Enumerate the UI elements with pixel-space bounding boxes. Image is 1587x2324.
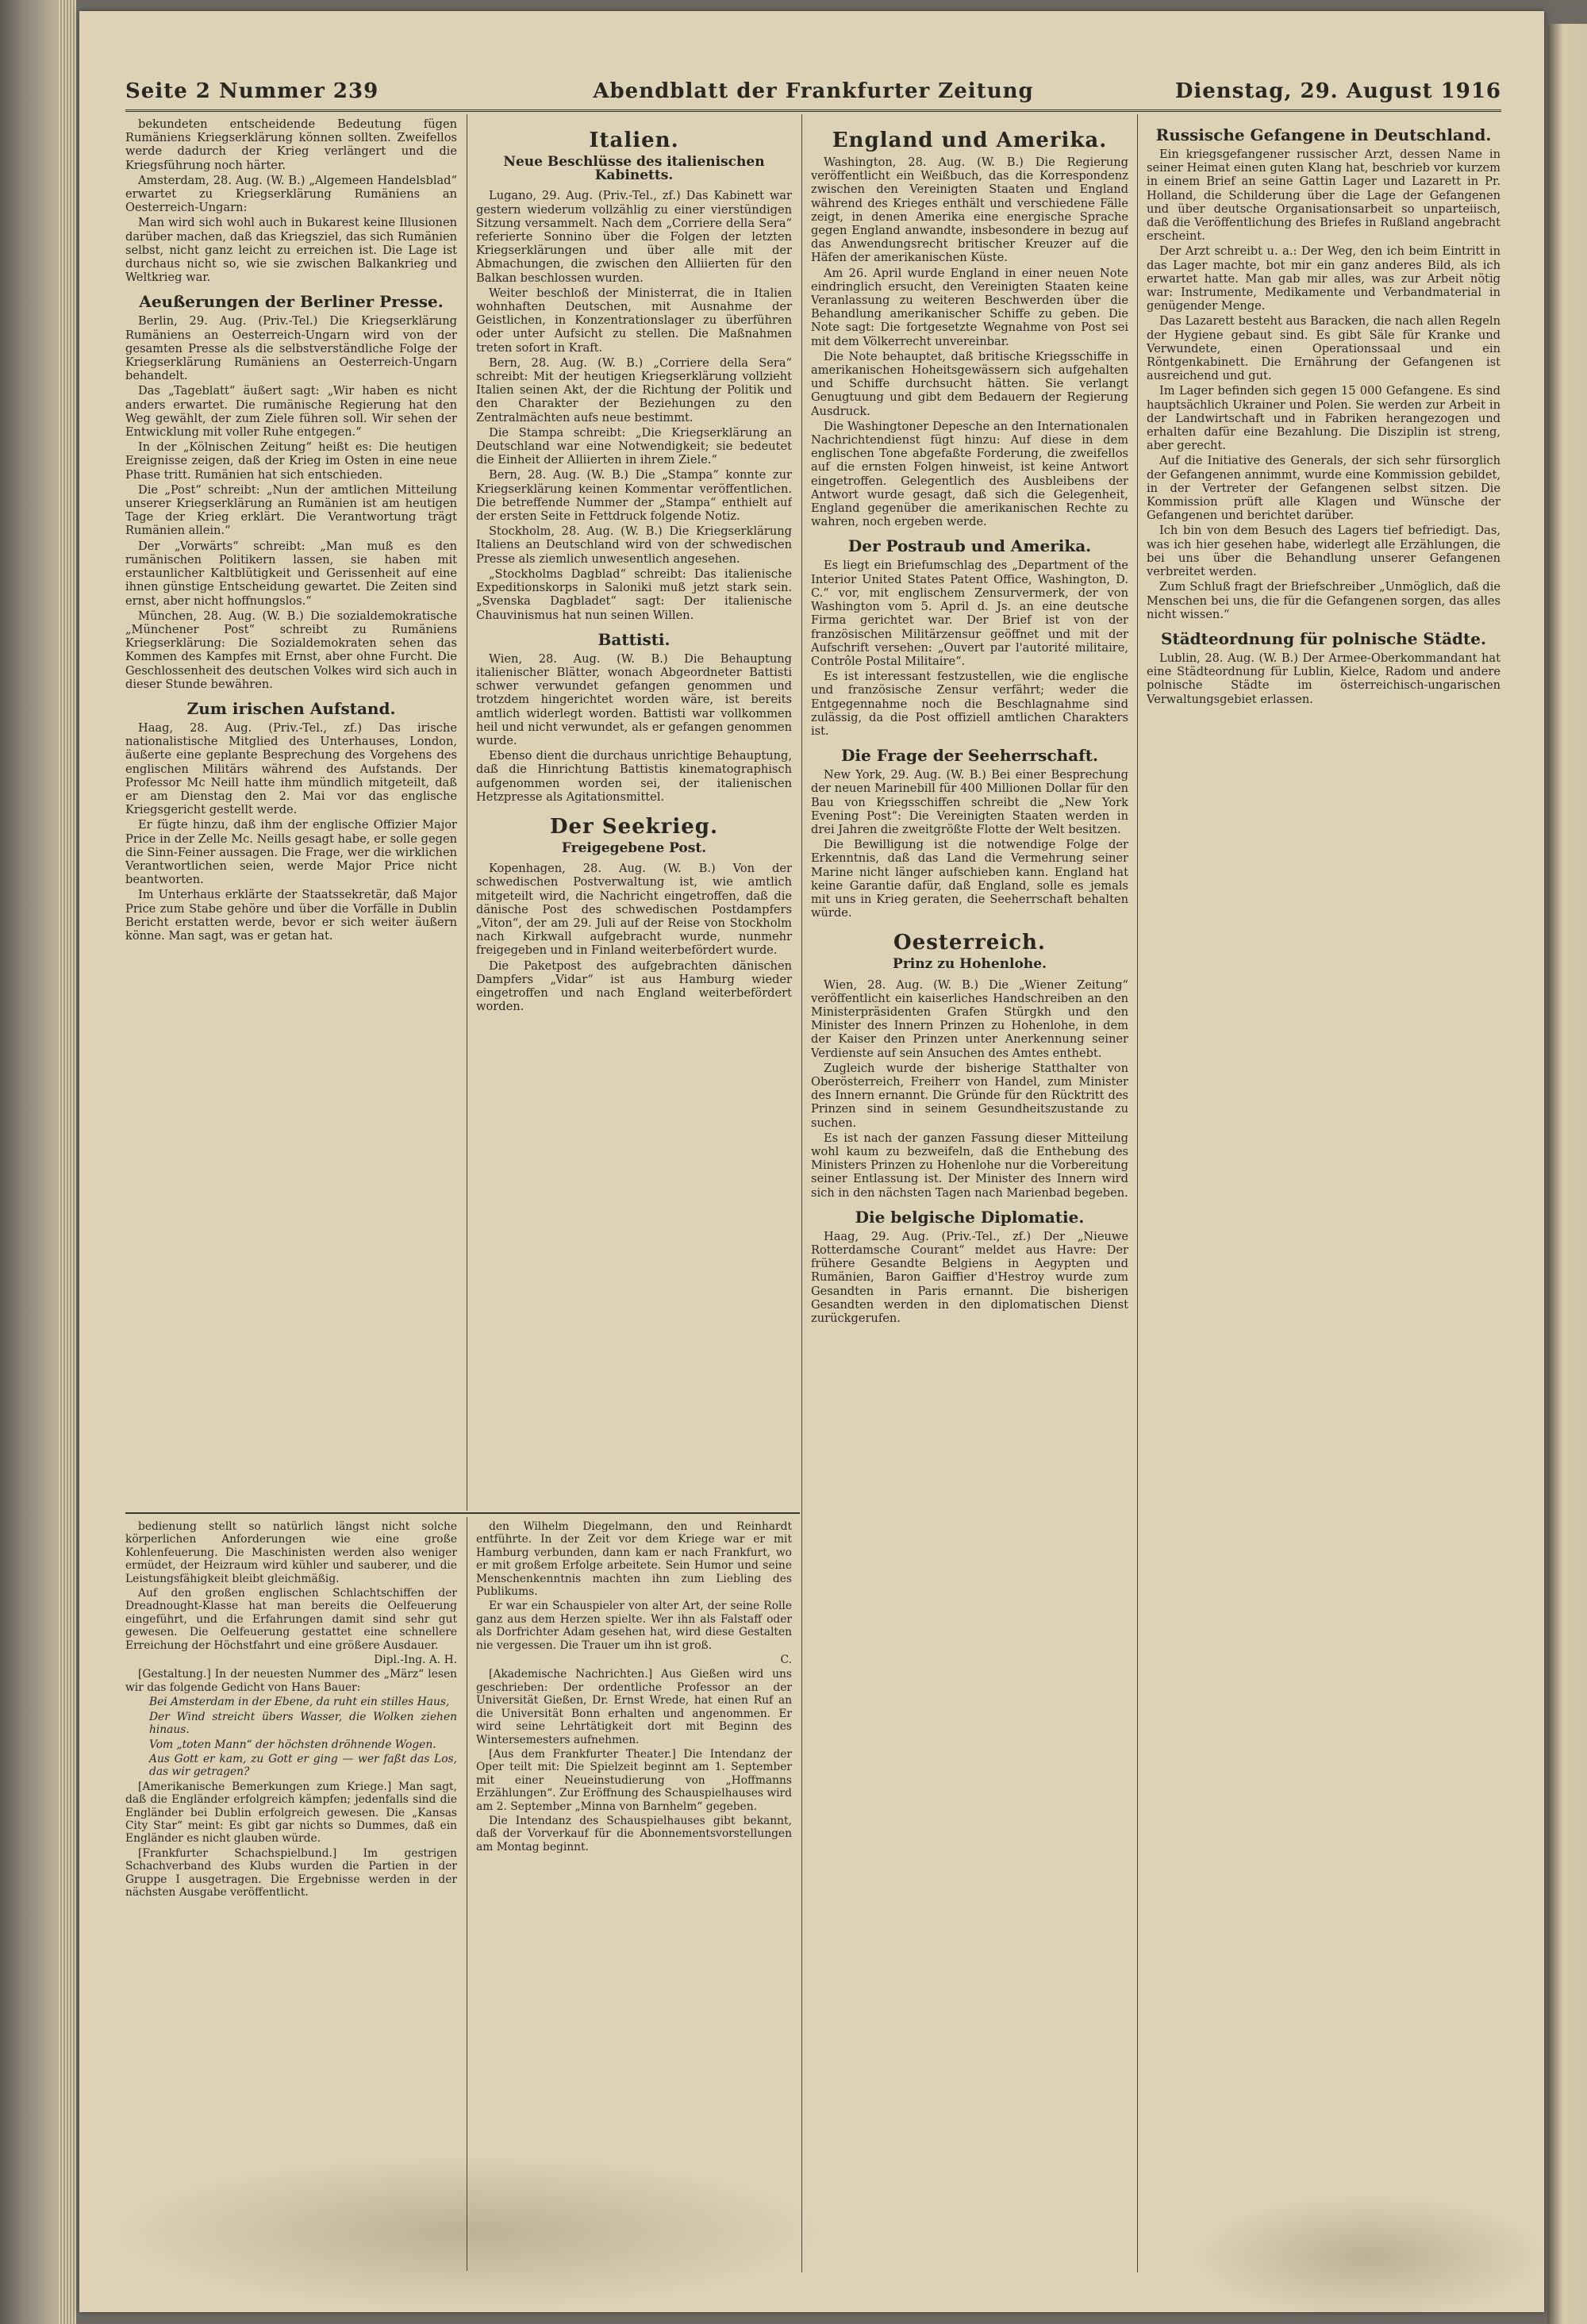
paragraph: Ein kriegsgefangener russischer Arzt, dessen Name in seiner Heimat einen guten Klang hat, beschrieb vor kurzem in einem Brief an seine Gattin Lager und Lazarett in Pr. Holland, die Schilderung über die Lage der Gefangenen und über deutsche Organisationsarbeit so unparteiisch, daß die Veröffentlichung des Briefes in Rußland angebracht erscheint. [1147, 148, 1501, 244]
paragraph: Die Bewilligung ist die notwendige Folge der Erkenntnis, daß das Land die Vermehrung seiner Marine nicht länger aufschieben kann. England hat keine Garantie dafür, daß England, solle es jemals mit uns in Krieg geraten, die Seeherrschaft behalten würde. [811, 838, 1128, 920]
column-3 [811, 117, 1128, 2272]
feuilleton-column-2 [476, 1520, 792, 2271]
paragraph: [Gestaltung.] In der neuesten Nummer des „März“ lesen wir das folgende Gedicht von Hans Bauer: [125, 1668, 457, 1694]
headline-postraub: Der Postraub und Amerika. [847, 536, 1092, 556]
headline-irischer-aufstand: Zum irischen Aufstand. [186, 698, 396, 718]
paragraph: Zugleich wurde der bisherige Statthalter von Oberösterreich, Freiherr von Handel, zum Minister des Innern ernannt. Die Gründe für den Rücktritt des Prinzen sind in seinem Gesundheitszustande zu suchen. [811, 1061, 1128, 1130]
paragraph: Das Lazarett besteht aus Baracken, die nach allen Regeln der Hygiene gebaut sind. Es gibt Säle für Kranke und Verwundete, einen Operationssaal und ein Röntgenkabinett. Die Ernährung der Gefangenen ist ausreichend und gut. [1147, 314, 1501, 383]
article-intro: bekundeten entscheidende Bedeutung fügen Rumäniens Kriegserklärung können sollten. Zweifellos werde dadurch der Krieg verlängert und die Kriegsführung noch härter. [125, 117, 457, 172]
paragraph: Der „Vorwärts“ schreibt: „Man muß es den rumänischen Politikern lassen, sie haben mit erstaunlicher Kaltblütigkeit und Gerissenheit auf eine ihnen günstige Entscheidung gewartet. Die Zeiten sind ernst, aber nicht hoffnungslos.“ [125, 539, 457, 608]
paragraph: Die Intendanz des Schauspielhauses gibt bekannt, daß der Vorverkauf für die Abonnementsvorstellungen am Montag beginnt. [476, 1814, 792, 1853]
paragraph: [Frankfurter Schachspielbund.] Im gestrigen Schachverband des Klubs wurden die Partien in der Gruppe I ausgetragen. Die Ergebnisse werden in der nächsten Ausgabe veröffentlicht. [125, 1846, 457, 1899]
paragraph: Man wird sich wohl auch in Bukarest keine Illusionen darüber machen, daß das Kriegsziel, das sich Rumänien selbst, nicht ganz leicht zu erreichen ist. Die Lage ist durchaus nicht so, wie sie zwischen Balkankrieg und Weltkrieg war. [125, 216, 457, 285]
paragraph: [Amerikanische Bemerkungen zum Kriege.] Man sagt, daß die Engländer erfolgreich kämpfen; jedenfalls sind die Engländer bei Dublin erfolgreich gewesen. Die „Kansas City Star“ meint: Es gibt gar nichts so Dummes, daß ein Engländer es nicht glauben würde. [125, 1780, 457, 1846]
paragraph: Lublin, 28. Aug. (W. B.) Der Armee-Oberkommandant hat eine Städteordnung für Lublin, Kielce, Radom und andere polnische Städte im österreichisch-ungarischen Verwaltungsgebiet erlassen. [1147, 651, 1501, 706]
headline-staedteordnung: Städteordnung für polnische Städte. [1161, 628, 1486, 648]
paragraph: Die Note behauptet, daß britische Kriegsschiffe in amerikanischen Hoheitsgewässern sich aufgehalten und Schiffe durchsucht hätten. Sie verlangt Genugtuung und gibt dem Bedauern der Regierung Ausdruck. [811, 349, 1128, 418]
paragraph: Berlin, 29. Aug. (Priv.-Tel.) Die Kriegserklärung Rumäniens an Oesterreich-Ungarn wird von der gesamten Presse als die selbstverständliche Folge der Kriegserklärung Rumäniens an Oesterreich-Ungarn behandelt. [125, 314, 457, 383]
paragraph: Die Washingtoner Depesche an den Internationalen Nachrichtendienst fügt hinzu: Auf diese in dem englischen Tone abgefaßte Forderung, die zweifellos auf die ernsten Folgen hinweist, ist keine Antwort eingetroffen. Gelegentlich des Ausbleibens der Antwort wurde gesagt, daß sich die Gelegenheit, England gegenüber die amerikanischen Rechte zu wahren, noch ergeben werde. [811, 419, 1128, 529]
headline-england-amerika: England und Amerika. [832, 129, 1108, 152]
paragraph: Haag, 28. Aug. (Priv.-Tel., zf.) Das irische nationalistische Mitglied des Unterhauses, London, äußerte eine geplante Besprechung des Vorgehens des englischen Militärs während des Aufstands. Der Professor Mc Neill hatte ihm mündlich mitgeteilt, daß er am Dienstag den 2. Mai vor das englische Kriegsgericht gestellt werde. [125, 720, 457, 817]
paragraph: Wien, 28. Aug. (W. B.) Die Behauptung italienischer Blätter, wonach Abgeordneter Battisti schwer verwundet gefangen genommen und trotzdem hingerichtet worden wäre, ist bereits amtlich widerlegt worden. Battisti war vollkommen heil und nicht verwundet, als er gefangen genommen wurde. [476, 651, 792, 747]
headline-berliner-presse: Aeußerungen der Berliner Presse. [139, 292, 444, 312]
paragraph: Wien, 28. Aug. (W. B.) Die „Wiener Zeitung“ veröffentlicht ein kaiserliches Handschreiben an den Ministerpräsidenten Grafen Stürgkh und den Minister des Innern Prinzen zu Hohenlohe, in dem der Kaiser den Prinzen unter Anerkennung seiner Verdienste auf sein Ansuchen des Amtes enthebt. [811, 978, 1128, 1060]
page-header [125, 75, 1501, 112]
headline-seeherrschaft: Die Frage der Seeherrschaft. [841, 746, 1098, 766]
paragraph: Das „Tageblatt“ äußert sagt: „Wir haben es nicht anders erwartet. Die rumänische Regierung hat den Weg gewählt, der zum Ziele führen soll. Wir sehen der Entwicklung mit voller Ruhe entgegen.“ [125, 384, 457, 440]
column-rule-2 [801, 114, 802, 2272]
newspaper-page [79, 11, 1544, 2312]
headline-battisti: Battisti. [598, 629, 671, 649]
paragraph: Auf den großen englischen Schlachtschiffen der Dreadnought-Klasse hat man bereits die Oelfeuerung eingeführt, und die Erfahrungen damit sind sehr gut gewesen. Die Oelfeuerung gestattet eine schnellere Erreichung der Höchstfahrt und eine größere Ausdauer. [125, 1587, 457, 1652]
next-page-edge [1547, 24, 1587, 2324]
paragraph: In der „Kölnischen Zeitung“ heißt es: Die heutigen Ereignisse zeigen, daß der Krieg im Osten in eine neue Phase tritt. Rumänien hat sich entschieden. [125, 440, 457, 482]
paragraph: München, 28. Aug. (W. B.) Die sozialdemokratische „Münchener Post“ schreibt zu Rumäniens Kriegserklärung: Die Sozialdemokraten sehen das Kommen des Kampfes mit Ernst, aber ohne Furcht. Die Geschlossenheit des deutschen Volkes wird sich auch in dieser Stunde bewähren. [125, 609, 457, 691]
feuilleton-column-1 [125, 1520, 457, 2271]
paragraph: Haag, 29. Aug. (Priv.-Tel., zf.) Der „Nieuwe Rotterdamsche Courant“ meldet aus Havre: Der frühere Gesandte Belgiens in Aegypten und Rumänien, Baron Gaiffier d'Hestroy wurde zum Gesandten in Paris ernannt. Die bisherigen Gesandten werden in den diplomatischen Dienst zurückgerufen. [811, 1229, 1128, 1326]
paragraph: Im Lager befinden sich gegen 15 000 Gefangene. Es sind hauptsächlich Ukrainer und Polen. Sie werden zur Arbeit in der Landwirtschaft und in Fabriken herangezogen und erhalten dafür eine Bezahlung. Die Disziplin ist streng, aber gerecht. [1147, 384, 1501, 453]
paragraph: Die Stampa schreibt: „Die Kriegserklärung an Deutschland war eine Notwendigkeit; sie bedeutet die Einheit der Alliierten in ihrem Ziele.“ [476, 425, 792, 467]
paragraph: Washington, 28. Aug. (W. B.) Die Regierung veröffentlicht ein Weißbuch, das die Korrespondenz zwischen den Vereinigten Staaten und England während des Krieges enthält und verschiedene Fälle zeigt, in denen Amerika eine energische Sprache gegen England anwandte, insbesondere in bezug auf das Anwendungsrecht britischer Kreuzer auf die Häfen der amerikanischen Küste. [811, 156, 1128, 265]
headline-seekrieg: Der Seekrieg. [549, 814, 719, 839]
paragraph: [Aus dem Frankfurter Theater.] Die Intendanz der Oper teilt mit: Die Spielzeit beginnt am 1. September mit einer Neueinstudierung von „Hoffmanns Erzählungen“. Zur Eröffnung des Schauspielhauses wird am 2. September „Minna von Barnhelm“ gegeben. [476, 1747, 792, 1813]
paragraph: Er fügte hinzu, daß ihm der englische Offizier Major Price in der Zelle Mc. Neills gesagt habe, er solle gegen die Sinn-Feiner aussagen. Die Frage, wer die wirklichen Verantwortlichen seien, werde Major Price nicht beantworten. [125, 818, 457, 887]
author-signature: Dipl.-Ing. A. H. [374, 1654, 457, 1667]
column-4 [1147, 117, 1501, 2272]
headline-italien: Italien. [589, 129, 679, 152]
masthead: Abendblatt der Frankfurter Zeitung [593, 79, 1034, 103]
paragraph: Bern, 28. Aug. (W. B.) Die „Stampa“ konnte zur Kriegserklärung keinen Kommentar veröffentlichen. Die betreffende Nummer der „Stampa“ enthielt auf der ersten Seite in Fettdruck folgende Notiz. [476, 468, 792, 524]
paragraph: Ebenso dient die durchaus unrichtige Behauptung, daß die Hinrichtung Battistis kinematographisch aufgenommen worden sei, der italienischen Hetzpresse als Agitationsmittel. [476, 749, 792, 804]
paragraph: Auf die Initiative des Generals, der sich sehr fürsorglich der Gefangenen annimmt, wurde eine Kommission gebildet, in der Vertreter der Gefangenen selbst sitzen. Die Kommission prüft alle Klagen und Wünsche der Gefangenen und berichtet darüber. [1147, 454, 1501, 523]
paragraph: „Stockholms Dagblad“ schreibt: Das italienische Expeditionskorps in Saloniki muß jetzt stark sein. „Svenska Dagbladet“ sagt: Der italienische Chauvinismus hat nun seinen Willen. [476, 567, 792, 622]
paragraph: Die Paketpost des aufgebrachten dänischen Dampfers „Vidar“ ist aus Hamburg wieder eingetroffen und nach England weiterbefördert worden. [476, 958, 792, 1014]
paragraph: Kopenhagen, 28. Aug. (W. B.) Von der schwedischen Postverwaltung ist, wie amtlich mitgeteilt wird, die Nachricht eingetroffen, daß die dänische Post des schwedischen Postdampfers „Viton“, der am 29. Juli auf der Reise von Stockholm nach Kirkwall aufgebracht wurde, nunmehr freigegeben und in Finland weiterbefördert wurde. [476, 862, 792, 958]
paragraph: Es ist nach der ganzen Fassung dieser Mitteilung wohl kaum zu bezweifeln, daß die Enthebung des Ministers Prinzen zu Hohenlohe nur die Vorbereitung seiner Entlassung ist. Der Minister des Innern wird sich in den nächsten Tagen nach Marienbad begeben. [811, 1131, 1128, 1200]
poem-line: Vom „toten Mann“ der höchsten dröhnende Wogen. [149, 1738, 436, 1751]
paragraph: Er war ein Schauspieler von alter Art, der seine Rolle ganz aus dem Herzen spielte. Wer ihn als Falstaff oder als Dorfrichter Adam gesehen hat, wird diese Gestalten nie vergessen. Die Trauer um ihn ist groß. [476, 1600, 792, 1652]
paragraph: Im Unterhaus erklärte der Staatssekretär, daß Major Price zum Stabe gehöre und über die Vorfälle in Dublin Bericht erstatten werde, bevor er sich weiter äußern könne. Man sagt, was er getan hat. [125, 888, 457, 943]
paragraph: Am 26. April wurde England in einer neuen Note eindringlich ersucht, den Vereinigten Staaten keine Veranlassung zu weiteren Beschwerden über die Behandlung amerikanischer Schiffe zu geben. Die Note sagt: Die fortgesetzte Wegnahme von Post sei mit dem Völkerrecht unvereinbar. [811, 266, 1128, 348]
page-number: Seite 2 Nummer 239 [125, 79, 379, 103]
paragraph: Zum Schluß fragt der Briefschreiber „Unmöglich, daß die Menschen bei uns, die für die Gefangenen sorgen, das alles nicht wissen.“ [1147, 580, 1501, 621]
paragraph: Lugano, 29. Aug. (Priv.-Tel., zf.) Das Kabinett war gestern wiederum vollzählig zu einer vierstündigen Sitzung versammelt. Nach dem „Corriere della Sera“ referierte Sonnino über die Folgen der letzten Kriegserklärungen und über alle mit der Abmachungen, die zwischen den Alliierten für den Balkan beschlossen wurden. [476, 189, 792, 285]
subheadline-hohenlohe: Prinz zu Hohenlohe. [893, 956, 1047, 973]
subheadline-post: Freigegebene Post. [561, 839, 707, 856]
poem-line: Der Wind streicht übers Wasser, die Wolken ziehen hinaus. [149, 1710, 457, 1737]
paragraph: Weiter beschloß der Ministerrat, die in Italien wohnhaften Deutschen, mit Ausnahme der Geistlichen, in Konzentrationslager zu überführen oder unter Aufsicht zu stellen. Die Maßnahmen treten sofort in Kraft. [476, 286, 792, 355]
issue-date: Dienstag, 29. August 1916 [1174, 79, 1501, 103]
column-1 [125, 117, 457, 1508]
paragraph: Es liegt ein Briefumschlag des „Department of the Interior United States Patent Office, Washington, D. C.“ vor, mit englischem Zensurvermerk, der von Washington vom 5. April d. Js. an eine deutsche Firma gerichtet war. Der Brief ist von der französischen Militärzensur geöffnet und mit der Aufschrift versehen: „Ouvert par l'autorité militaire, Contrôle Postal Militaire“. [811, 559, 1128, 668]
headline-oesterreich: Oesterreich. [893, 931, 1046, 955]
paragraph: Es ist interessant festzustellen, wie die englische und französische Zensur verfährt; weder die Entgegennahme noch die Beschlagnahme sind zulässig, da die Post offiziell amtlichen Charakters ist. [811, 670, 1128, 738]
book-spine [0, 0, 76, 2324]
feuilleton-rule [125, 1512, 800, 1514]
headline-russische-gefangene: Russische Gefangene in Deutschland. [1155, 125, 1492, 144]
paragraph: den Wilhelm Diegelmann, den und Reinhardt entführte. In der Zeit vor dem Kriege war er mit Hamburg verbunden, dann kam er nach Frankfurt, wo er mit großem Erfolge arbeitete. Sein Humor und seine Menschenkenntnis machten ihn zum Liebling des Publikums. [476, 1520, 792, 1599]
subheadline-kabinett: Neue Beschlüsse des italienischen Kabinetts. [503, 154, 765, 184]
column-rule-3 [1137, 114, 1138, 2272]
headline-belgische-diplomatie: Die belgische Diplomatie. [855, 1207, 1085, 1227]
paragraph: New York, 29. Aug. (W. B.) Bei einer Besprechung der neuen Marinebill für 400 Millionen Dollar für den Bau von Kriegsschiffen schreibt die „New York Evening Post“: Die Vereinigten Staaten werden in drei Jahren die zweitgrößte Flotte der Welt besitzen. [811, 768, 1128, 836]
paragraph: Der Arzt schreibt u. a.: Der Weg, den ich beim Eintritt in das Lager machte, bot mir ein ganz anderes Bild, als ich erwartet hatte. Man gab mir alles, was zur Arbeit nötig war: Instrumente, Medikamente und Verbandmaterial in genügender Menge. [1147, 244, 1501, 313]
poem-line: Aus Gott er kam, zu Gott er ging — wer faßt das Los, das wir getragen? [149, 1752, 457, 1779]
paragraph: bedienung stellt so natürlich längst nicht solche körperlichen Anforderungen wie eine große Kohlenfeuerung. Die Maschinisten werden also weniger ermüdet, der Heizraum wird kühler und sauberer, und die Leistungsfähigkeit bleibt gleichmäßig. [125, 1520, 457, 1585]
paragraph: Die „Post“ schreibt: „Nun der amtlichen Mitteilung unserer Kriegserklärung an Rumänien ist am heutigen Tage der Krieg erklärt. Die Verantwortung trägt Rumänien allein.“ [125, 482, 457, 538]
column-2 [476, 117, 792, 1508]
paragraph: Ich bin von dem Besuch des Lagers tief befriedigt. Das, was ich hier gesehen habe, widerlegt alle Erzählungen, die bei uns über die Behandlung unserer Gefangenen verbreitet werden. [1147, 524, 1501, 579]
author-signature: C. [780, 1654, 792, 1667]
paragraph: Amsterdam, 28. Aug. (W. B.) „Algemeen Handelsblad“ erwartet zu Kriegserklärung Rumäniens an Oesterreich-Ungarn: [125, 173, 457, 215]
paragraph: [Akademische Nachrichten.] Aus Gießen wird uns geschrieben: Der ordentliche Professor an der Universität Gießen, Dr. Ernst Wrede, hat einen Ruf an die Universität Bonn erhalten und angenommen. Er wird seine Lehrtätigkeit dort mit Beginn des Wintersemesters aufnehmen. [476, 1668, 792, 1746]
poem-line: Bei Amsterdam in der Ebene, da ruht ein stilles Haus, [149, 1696, 450, 1709]
paragraph: Stockholm, 28. Aug. (W. B.) Die Kriegserklärung Italiens an Deutschland wird von der schwedischen Presse als ziemlich unwesentlich angesehen. [476, 524, 792, 566]
paragraph: Bern, 28. Aug. (W. B.) „Corriere della Sera“ schreibt: Mit der heutigen Kriegserklärung vollzieht Italien seinen Akt, der die Richtung der Politik und den Charakter der Beziehungen zu den Zentralmächten aufs neue bestimmt. [476, 355, 792, 424]
